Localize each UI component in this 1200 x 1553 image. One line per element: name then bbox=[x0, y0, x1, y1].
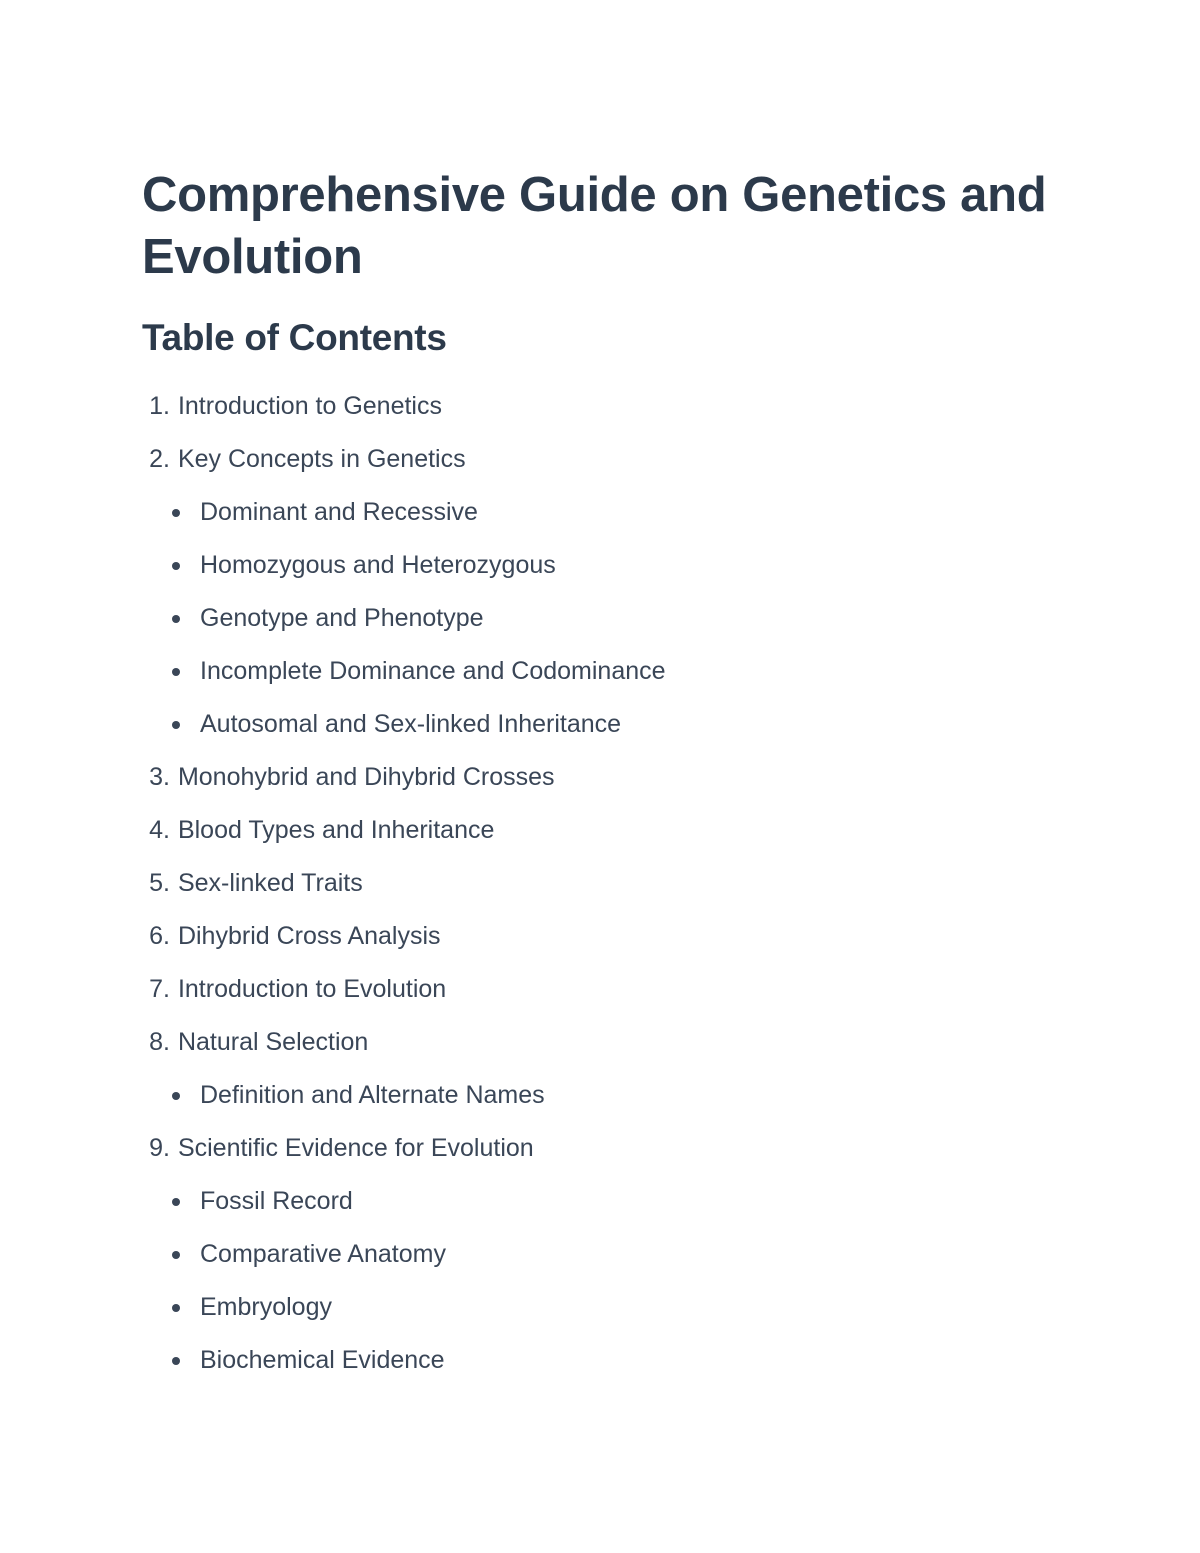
toc-heading: Table of Contents bbox=[142, 317, 447, 358]
toc-item[interactable] bbox=[142, 751, 666, 804]
bullet-icon bbox=[172, 721, 180, 729]
bullet-icon bbox=[172, 1198, 180, 1206]
bullet-icon bbox=[172, 509, 180, 517]
toc-subitem[interactable] bbox=[142, 1069, 666, 1122]
bullet-icon bbox=[172, 562, 180, 570]
bullet-icon bbox=[172, 1092, 180, 1100]
toc-item-label: Definition and Alternate Names bbox=[200, 1081, 545, 1109]
toc-item-number: 8. bbox=[149, 1028, 170, 1056]
toc-item[interactable] bbox=[142, 433, 666, 486]
toc-item-number: 9. bbox=[149, 1134, 170, 1162]
toc-subitem[interactable] bbox=[142, 645, 666, 698]
toc-item[interactable] bbox=[142, 804, 666, 857]
toc-item-label: Autosomal and Sex-linked Inheritance bbox=[200, 710, 622, 738]
toc-item-number: 6. bbox=[149, 922, 170, 950]
toc-item-label: Fossil Record bbox=[200, 1187, 353, 1215]
toc-item-label: Incomplete Dominance and Codominance bbox=[200, 657, 666, 685]
toc-item-label: Comparative Anatomy bbox=[200, 1240, 446, 1268]
toc-item-label: Key Concepts in Genetics bbox=[177, 445, 466, 473]
bullet-icon bbox=[172, 615, 180, 623]
table-of-contents bbox=[142, 380, 666, 1387]
bullet-icon bbox=[172, 1357, 180, 1365]
toc-item-label: Embryology bbox=[200, 1293, 332, 1321]
toc-item-label: Scientific Evidence for Evolution bbox=[177, 1134, 534, 1162]
toc-subitem[interactable] bbox=[142, 539, 666, 592]
toc-item-number: 7. bbox=[149, 975, 170, 1003]
toc-subitem[interactable] bbox=[142, 1175, 666, 1228]
toc-item[interactable] bbox=[142, 963, 666, 1016]
toc-item-number: 1. bbox=[149, 392, 170, 420]
toc-item[interactable] bbox=[142, 910, 666, 963]
toc-item-number: 3. bbox=[149, 763, 170, 791]
toc-item-label: Dihybrid Cross Analysis bbox=[177, 922, 441, 950]
toc-subitem[interactable] bbox=[142, 1228, 666, 1281]
toc-item-label: Introduction to Genetics bbox=[177, 392, 442, 420]
bullet-icon bbox=[172, 1251, 180, 1259]
toc-item-label: Biochemical Evidence bbox=[200, 1346, 445, 1374]
toc-subitem[interactable] bbox=[142, 1334, 666, 1387]
bullet-icon bbox=[172, 1304, 180, 1312]
toc-item-label: Blood Types and Inheritance bbox=[177, 816, 495, 844]
toc-item-number: 2. bbox=[149, 445, 170, 473]
toc-subitem[interactable] bbox=[142, 1281, 666, 1334]
toc-item[interactable] bbox=[142, 1122, 666, 1175]
toc-item-label: Sex-linked Traits bbox=[177, 869, 363, 897]
toc-item[interactable] bbox=[142, 380, 666, 433]
toc-item-label: Natural Selection bbox=[177, 1028, 369, 1056]
toc-item[interactable] bbox=[142, 1016, 666, 1069]
bullet-icon bbox=[172, 668, 180, 676]
toc-item[interactable] bbox=[142, 857, 666, 910]
toc-item-label: Monohybrid and Dihybrid Crosses bbox=[177, 763, 555, 791]
toc-subitem[interactable] bbox=[142, 592, 666, 645]
toc-item-number: 4. bbox=[149, 816, 170, 844]
toc-item-label: Homozygous and Heterozygous bbox=[200, 551, 556, 579]
toc-subitem[interactable] bbox=[142, 486, 666, 539]
toc-item-label: Genotype and Phenotype bbox=[200, 604, 484, 632]
toc-item-number: 5. bbox=[149, 869, 170, 897]
toc-item-label: Dominant and Recessive bbox=[200, 498, 478, 526]
toc-subitem[interactable] bbox=[142, 698, 666, 751]
toc-item-label: Introduction to Evolution bbox=[177, 975, 447, 1003]
document-title: Comprehensive Guide on Genetics and Evolution bbox=[142, 168, 1047, 284]
